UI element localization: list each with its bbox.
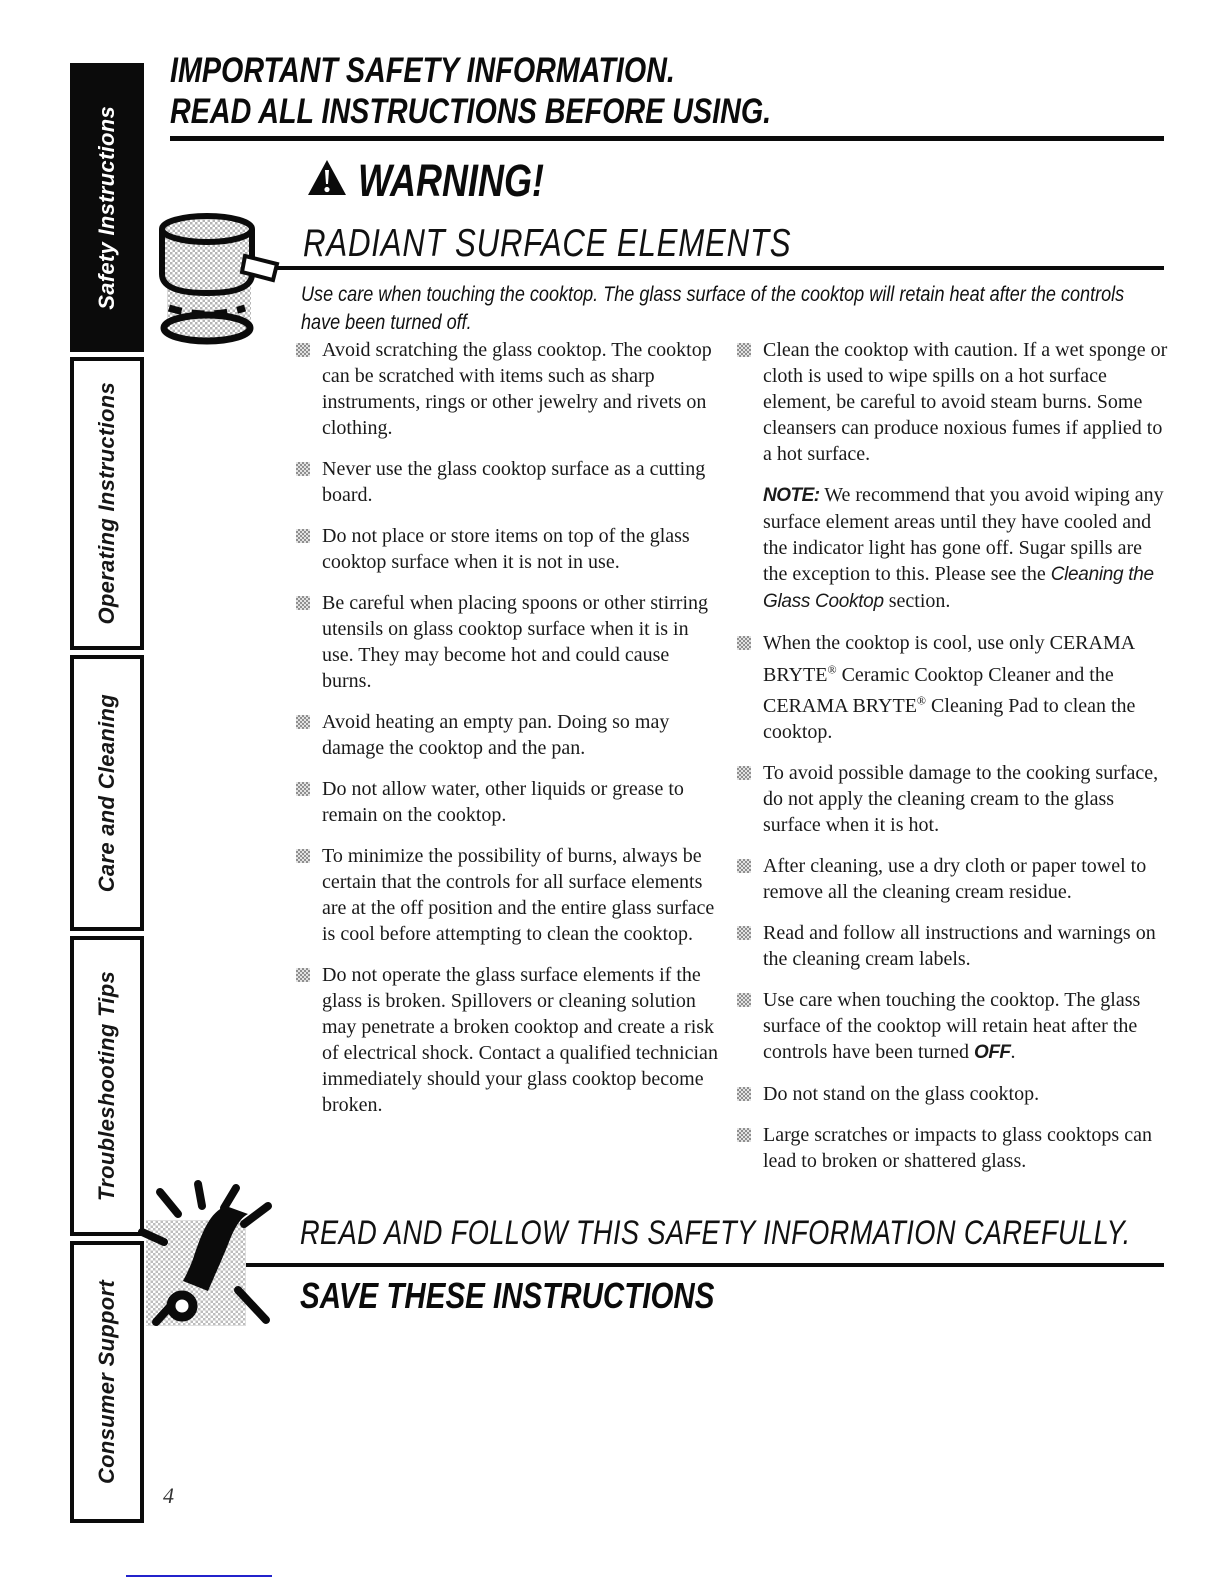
bullet-item [296, 776, 720, 828]
checkered-square-bullet-icon [296, 849, 310, 863]
checkered-square-bullet-icon [737, 859, 751, 873]
footer-save-instructions: SAVE THESE INSTRUCTIONS [300, 1275, 715, 1316]
paragraph-text: Do not place or store items on top of the glass cooktop surface when it is not in use. [322, 525, 690, 573]
paragraph-text: When the cooktop is cool, use only CERAMA BRYTE® Ceramic Cooktop Cleaner and the CERAMA BRYTE® Cleaning Pad to clean the cooktop. [763, 632, 1136, 744]
paragraph-text: Large scratches or impacts to glass cooktops can lead to broken or shattered glass. [763, 1124, 1152, 1173]
note-paragraph [737, 482, 1169, 615]
checkered-square-bullet-icon [296, 782, 310, 796]
sidebar-tab-care-and-cleaning[interactable] [70, 655, 144, 931]
sidebar-tab-safety-instructions[interactable] [70, 63, 144, 352]
paragraph-text: After cleaning, use a dry cloth or paper towel to remove all the cleaning cream residue. [763, 855, 1147, 904]
exclamation-burst-icon [138, 1178, 288, 1338]
checkered-square-bullet-icon [296, 462, 310, 476]
paragraph-text: Clean the cooktop with caution. If a wet sponge or cloth is used to wipe spills on a hot surface element, be careful to avoid steam burns. Some cleansers can produce noxious fumes if applied to a hot surface. [763, 339, 1168, 465]
header-rule [170, 136, 1164, 141]
checkered-square-bullet-icon [296, 596, 310, 610]
bullet-item [737, 1081, 1169, 1107]
sidebar-tab-operating-instructions[interactable] [70, 357, 144, 650]
checkered-square-bullet-icon [737, 343, 751, 357]
saucepan-icon [145, 212, 295, 346]
bullet-column-right [737, 337, 1169, 1189]
paragraph-text: Do not allow water, other liquids or grease to remain on the cooktop. [322, 778, 684, 826]
bullet-item [296, 843, 720, 947]
checkered-square-bullet-icon [296, 968, 310, 982]
bullet-item [737, 853, 1169, 905]
warning-heading [306, 155, 590, 206]
checkered-square-bullet-icon [296, 343, 310, 357]
sidebar-tab-label: Operating Instructions [94, 382, 119, 625]
bullet-item [296, 590, 720, 694]
section-rule [200, 266, 1164, 270]
paragraph-text: NOTE: We recommend that you avoid wiping any surface element areas until they have cooled and the indicator light has gone off. Sugar spills are the exception to this. Please see the Cleaning the Glass Cooktop section. [763, 484, 1164, 612]
checkered-square-bullet-icon [737, 636, 751, 650]
bullet-item [737, 987, 1169, 1066]
paragraph-text: Use care when touching the cooktop. The glass surface of the cooktop will retain heat after the controls have been turned OFF. [763, 989, 1141, 1064]
checkered-square-bullet-icon [737, 993, 751, 1007]
bullet-item [296, 962, 720, 1118]
checkered-square-bullet-icon [737, 1087, 751, 1101]
paragraph-text: Be careful when placing spoons or other stirring utensils on glass cooktop surface when it is in use. They may become hot and could cause burns. [322, 592, 709, 692]
bullet-item [296, 337, 720, 441]
paragraph-text: Avoid scratching the glass cooktop. The cooktop can be scratched with items such as sharp instruments, rings or other jewelry and rivets on clothing. [322, 339, 712, 439]
checkered-square-bullet-icon [296, 529, 310, 543]
sidebar-tab-label: Consumer Support [94, 1279, 119, 1485]
page-title-line1: IMPORTANT SAFETY INFORMATION. [170, 51, 675, 90]
bullet-item [737, 760, 1169, 838]
paragraph-text: Do not operate the glass surface elements if the glass is broken. Spillovers or cleaning solution may penetrate a broken cooktop and create a risk of electrical shock. Contact a qualified technician immediately should your glass cooktop become broken. [322, 964, 718, 1116]
sidebar-tab-label: Care and Cleaning [94, 693, 119, 893]
paragraph-text: To avoid possible damage to the cooking surface, do not apply the cleaning cream to the glass surface when it is hot. [763, 762, 1159, 837]
page-number: 4 [163, 1483, 174, 1508]
warning-title: WARNING! [358, 155, 544, 206]
footer-rule [213, 1263, 1164, 1267]
paragraph-text: Avoid heating an empty pan. Doing so may damage the cooktop and the pan. [322, 711, 670, 759]
footer-link-line [126, 1575, 272, 1577]
paragraph-text: Never use the glass cooktop surface as a cutting board. [322, 458, 706, 506]
checkered-square-bullet-icon [737, 926, 751, 940]
page-title [170, 50, 771, 132]
page-title-line2: READ ALL INSTRUCTIONS BEFORE USING. [170, 92, 772, 131]
bullet-item [737, 337, 1169, 467]
footer-read-follow: READ AND FOLLOW THIS SAFETY INFORMATION CAREFULLY. [300, 1214, 1131, 1252]
paragraph-text: Do not stand on the glass cooktop. [763, 1083, 1040, 1106]
bullet-item [296, 523, 720, 575]
sidebar-tab-consumer-support[interactable] [70, 1241, 144, 1523]
sidebar-tab-label: Safety Instructions [94, 105, 119, 310]
sidebar-tab-troubleshooting-tips[interactable] [70, 936, 144, 1236]
bullet-column-left [296, 337, 720, 1133]
section-title: RADIANT SURFACE ELEMENTS [303, 222, 792, 265]
paragraph-text: Read and follow all instructions and warnings on the cleaning cream labels. [763, 922, 1156, 971]
sidebar-tab-label: Troubleshooting Tips [94, 970, 119, 1202]
paragraph-text: To minimize the possibility of burns, always be certain that the controls for all surface elements are at the off position and the entire glass surface is cool before attempting to clean the cooktop. [322, 845, 715, 945]
bullet-item [737, 920, 1169, 972]
checkered-square-bullet-icon [737, 766, 751, 780]
sidebar-tabs [70, 63, 144, 1528]
checkered-square-bullet-icon [296, 715, 310, 729]
bullet-item [296, 709, 720, 761]
bullet-item [296, 456, 720, 508]
bullet-item [737, 1122, 1169, 1174]
bullet-item [737, 630, 1169, 745]
checkered-square-bullet-icon [737, 1128, 751, 1142]
warning-triangle-icon [306, 158, 348, 198]
section-intro: Use care when touching the cooktop. The glass surface of the cooktop will retain heat after the controls have been turned off. [301, 282, 1125, 334]
